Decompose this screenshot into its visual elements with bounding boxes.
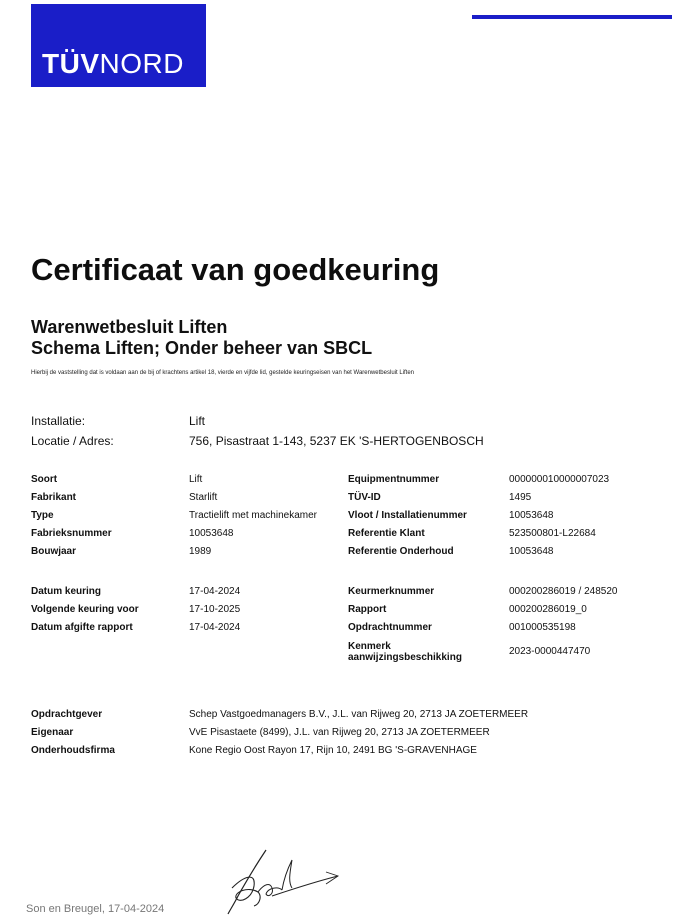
footer-place-date: Son en Breugel, 17-04-2024 xyxy=(26,903,165,915)
referentie-onderhoud-label: Referentie Onderhoud xyxy=(348,546,454,557)
kenmerk-label-line2: aanwijzingsbeschikking xyxy=(348,652,462,663)
fabrikant-value: Starlift xyxy=(189,492,218,503)
logo-text-tuv: TÜV xyxy=(42,48,100,79)
opdrachtgever-label: Opdrachtgever xyxy=(31,709,103,720)
volgende-keuring-label: Volgende keuring voor xyxy=(31,604,139,615)
datum-keuring-value: 17-04-2024 xyxy=(189,586,241,597)
datum-keuring-label: Datum keuring xyxy=(31,586,102,597)
equipmentnummer-value: 000000010000007023 xyxy=(509,474,610,485)
installatienummer-value: 10053648 xyxy=(509,510,554,521)
fabrikant-label: Fabrikant xyxy=(31,492,77,503)
signature-image xyxy=(222,848,344,915)
locatie-value: 756, Pisastraat 1-143, 5237 EK 'S-HERTOGENBOSCH xyxy=(189,434,484,448)
declaration-statement: Hierbij de vaststelling dat is voldaan aan de bij of krachtens artikel 18, vierde en vijfde lid, gestelde keuringseisen van het Warenwetbesluit Liften xyxy=(31,370,414,376)
datum-afgifte-label: Datum afgifte rapport xyxy=(31,622,133,633)
installatienummer-label: Vloot / Installatienummer xyxy=(348,510,467,521)
bouwjaar-label: Bouwjaar xyxy=(31,546,77,557)
onderhoudsfirma-value: Kone Regio Oost Rayon 17, Rijn 10, 2491 BG 'S-GRAVENHAGE xyxy=(189,745,477,756)
installatie-value: Lift xyxy=(189,414,206,428)
referentie-klant-value: 523500801-L22684 xyxy=(509,528,596,539)
fabrieksnummer-value: 10053648 xyxy=(189,528,234,539)
onderhoudsfirma-label: Onderhoudsfirma xyxy=(31,745,115,756)
kenmerk-label-line1: Kenmerk xyxy=(348,641,391,652)
bouwjaar-value: 1989 xyxy=(189,546,212,557)
type-value: Tractielift met machinekamer xyxy=(189,510,317,521)
rapport-label: Rapport xyxy=(348,604,387,615)
locatie-label: Locatie / Adres: xyxy=(31,434,114,448)
tuv-id-label: TÜV-ID xyxy=(348,492,381,503)
fabrieksnummer-label: Fabrieksnummer xyxy=(31,528,112,539)
subtitle-scheme: Schema Liften; Onder beheer van SBCL xyxy=(31,338,373,358)
subtitle-regulation: Warenwetbesluit Liften xyxy=(31,317,228,337)
opdrachtnummer-label: Opdrachtnummer xyxy=(348,622,432,633)
opdrachtnummer-value: 001000535198 xyxy=(509,622,576,633)
eigenaar-label: Eigenaar xyxy=(31,727,74,738)
rapport-value: 000200286019_0 xyxy=(509,604,587,615)
kenmerk-label xyxy=(348,641,462,663)
datum-afgifte-value: 17-04-2024 xyxy=(189,622,241,633)
referentie-onderhoud-value: 10053648 xyxy=(509,546,554,557)
eigenaar-value: VvE Pisastaete (8499), J.L. van Rijweg 20, 2713 JA ZOETERMEER xyxy=(189,727,490,738)
tuv-nord-logo xyxy=(31,4,206,87)
header-accent-bar xyxy=(472,15,672,19)
certificate-title: Certificaat van goedkeuring xyxy=(31,252,440,287)
logo-text xyxy=(42,49,184,79)
volgende-keuring-value: 17-10-2025 xyxy=(189,604,241,615)
installatie-label: Installatie: xyxy=(31,414,86,428)
type-label: Type xyxy=(31,510,54,521)
keurmerknummer-value: 000200286019 / 248520 xyxy=(509,586,618,597)
soort-label: Soort xyxy=(31,474,58,485)
keurmerknummer-label: Keurmerknummer xyxy=(348,586,435,597)
referentie-klant-label: Referentie Klant xyxy=(348,528,425,539)
equipmentnummer-label: Equipmentnummer xyxy=(348,474,440,485)
tuv-id-value: 1495 xyxy=(509,492,532,503)
soort-value: Lift xyxy=(189,474,203,485)
opdrachtgever-value: Schep Vastgoedmanagers B.V., J.L. van Rijweg 20, 2713 JA ZOETERMEER xyxy=(189,709,529,720)
logo-text-nord: NORD xyxy=(99,48,184,79)
kenmerk-value: 2023-0000447470 xyxy=(509,646,591,657)
